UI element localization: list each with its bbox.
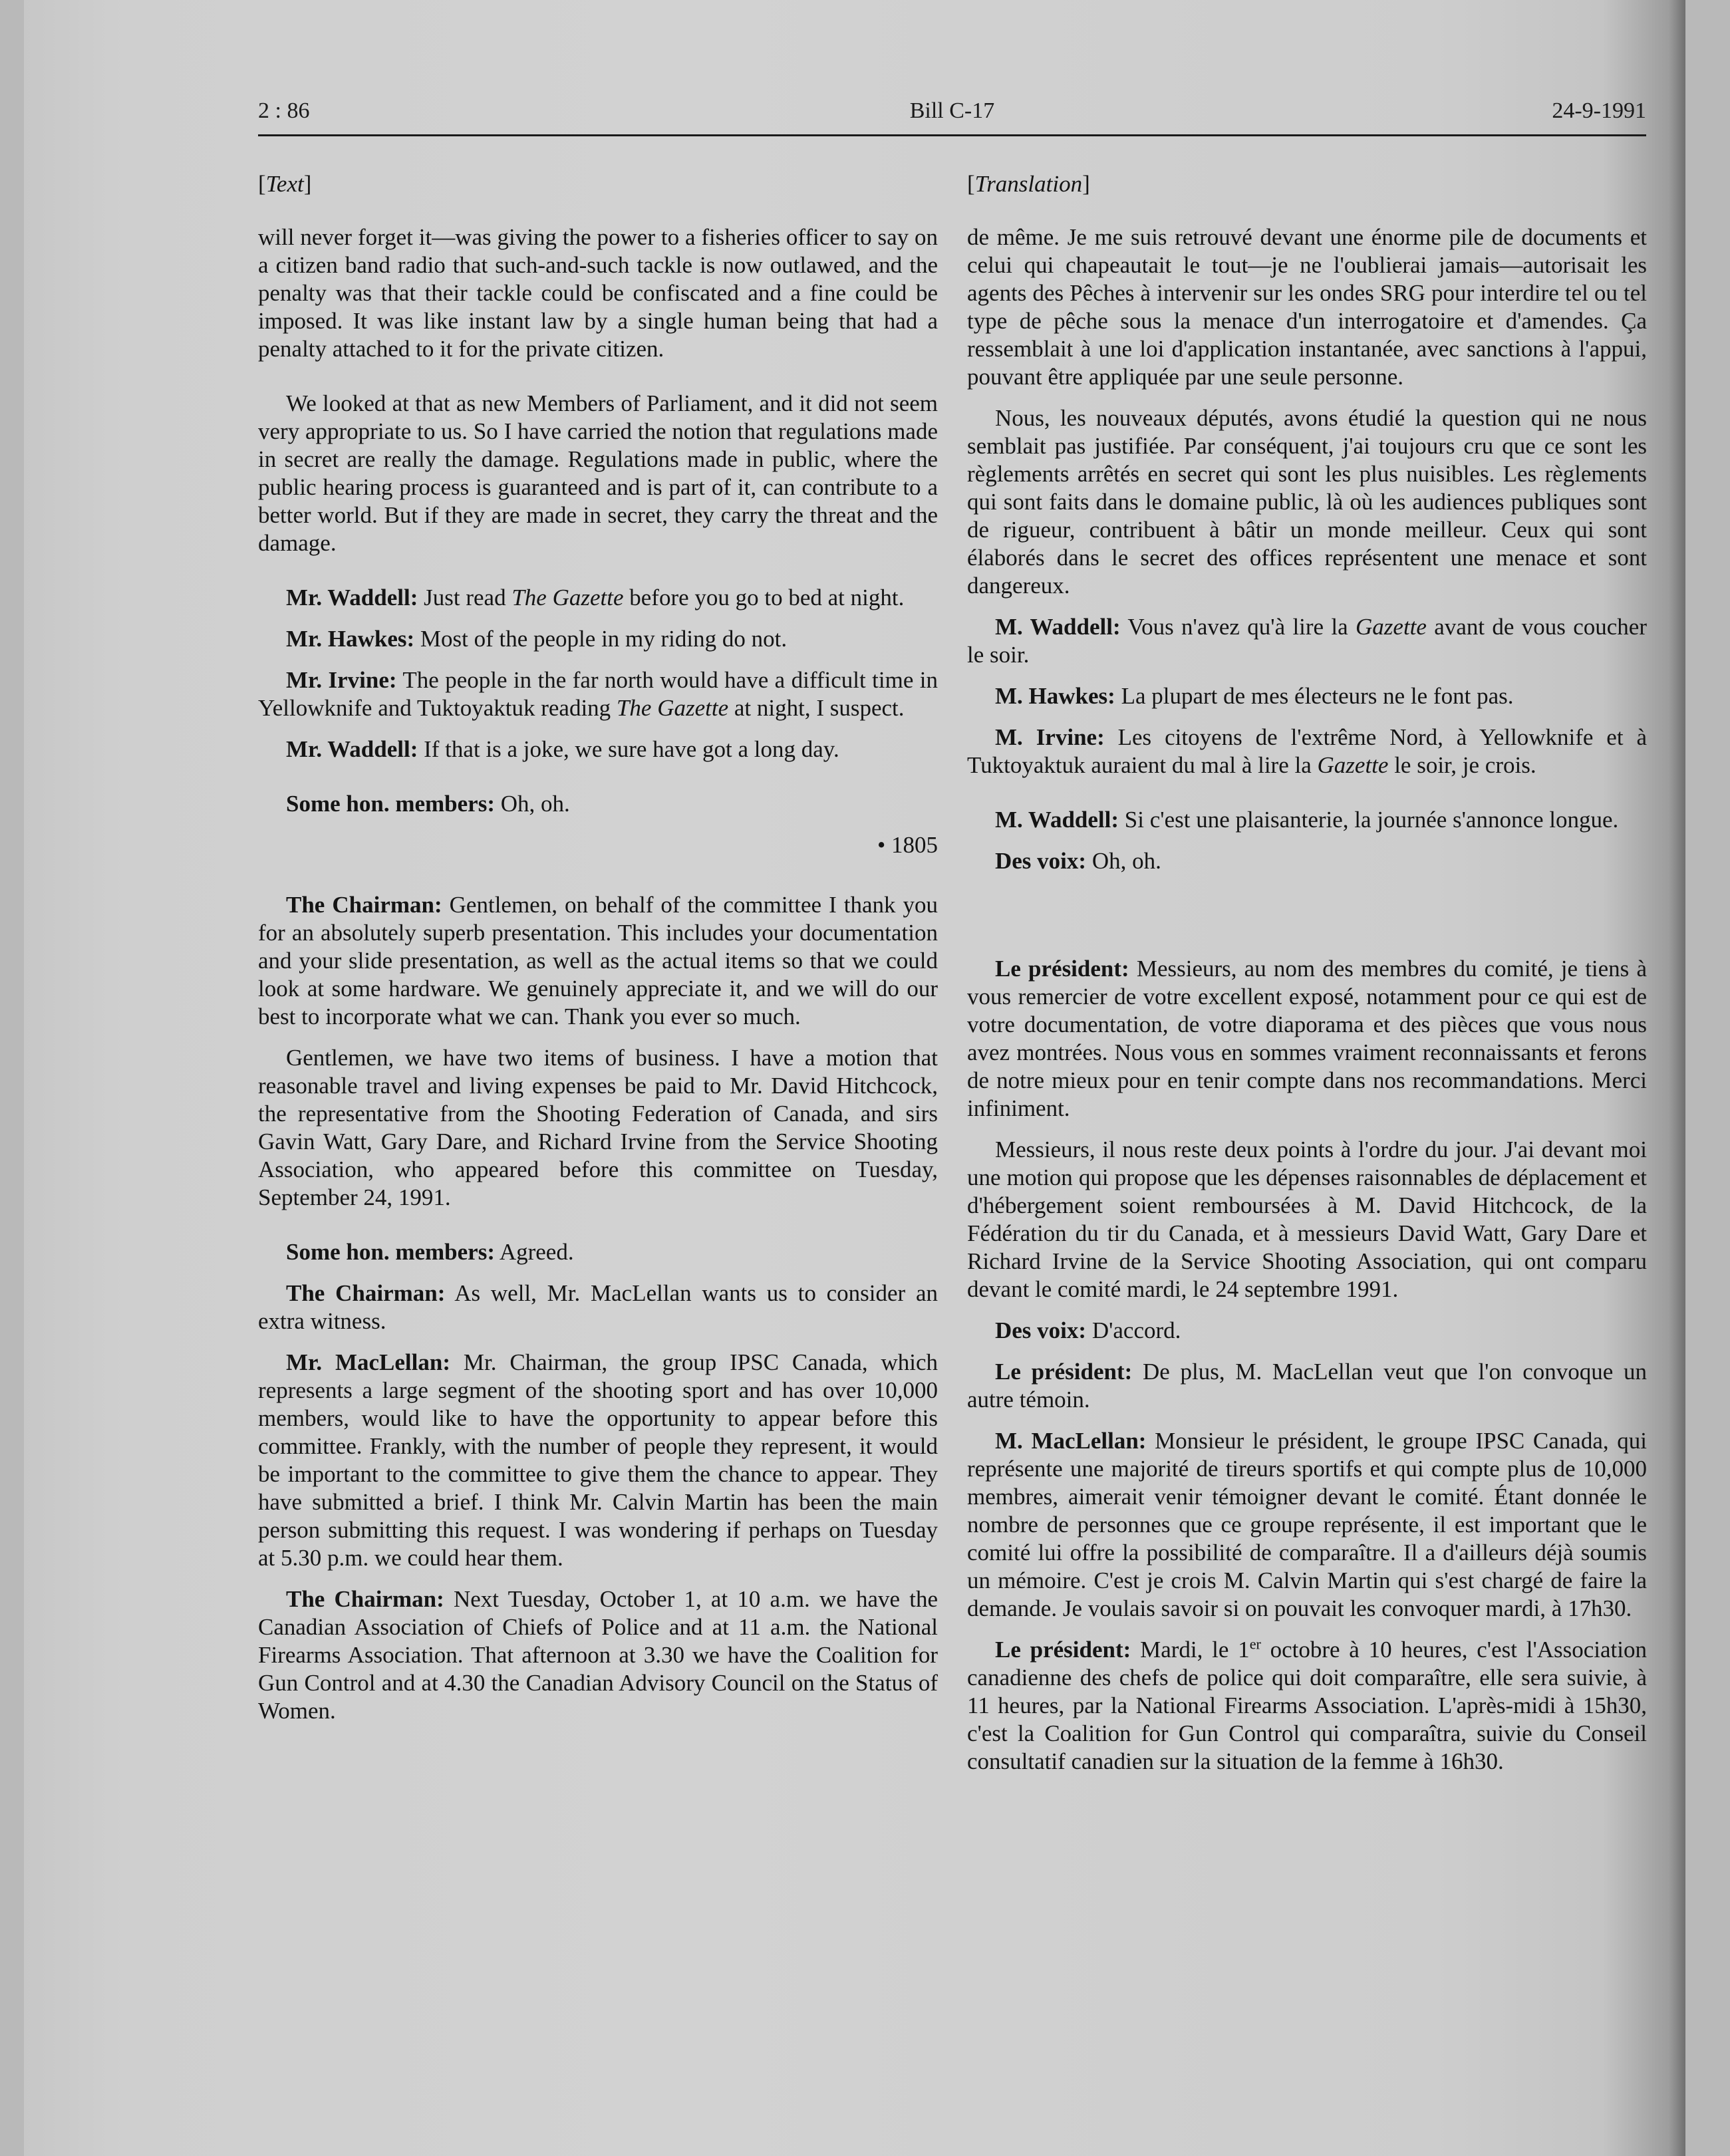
speaker-name: Mr. Waddell:: [286, 736, 418, 762]
speech-paragraph: Mr. MacLellan: Mr. Chairman, the group IPSC Canada, which represents a large segment of the shooting sport and has over 10,000 members, would like to have the opportunity to appear before this committee. Frankly, with the number of people they represent, it would be important to the committee to give them the chance to appear. They have submitted a brief. I think Mr. Calvin Martin has been the main person submitting this request. I was wondering if perhaps on Tuesday at 5.30 p.m. we could hear them.: [258, 1349, 938, 1571]
speech-paragraph: Mr. Waddell: Just read The Gazette before you go to bed at night.: [286, 585, 905, 610]
speech-paragraph: Mr. Hawkes: Most of the people in my riding do not.: [286, 626, 788, 652]
speaker-name: Mr. Waddell:: [286, 585, 418, 610]
paragraph: de même. Je me suis retrouvé devant une énorme pile de documents et celui qui chapeautait le tout—je ne l'oublierai jamais—autorisait les agents des Pêches à intervenir sur les ondes SRG pour interdire tel ou tel type de pêche sous la menace d'un interrogatoire et d'amendes. Ça ressemblait à une loi d'application instantanée, avec sanctions à l'appui, pouvant être appliquée par une seule personne.: [967, 224, 1647, 390]
speaker-name: The Chairman:: [286, 1586, 444, 1612]
speaker-name: Mr. Hawkes:: [286, 626, 415, 652]
speaker-name: M. Waddell:: [995, 807, 1119, 833]
time-marker: • 1805: [877, 832, 938, 858]
speaker-name: Some hon. members:: [286, 1239, 495, 1265]
speech-paragraph: M. Irvine: Les citoyens de l'extrême Nord, à Yellowknife et à Tuktoyaktuk auraient du mal à lire la Gazette le soir, je crois.: [967, 724, 1647, 778]
column-label: [Text]: [258, 171, 312, 197]
speaker-name: M. Hawkes:: [995, 683, 1115, 709]
speech-paragraph: Le président: De plus, M. MacLellan veut que l'on convoque un autre témoin.: [967, 1359, 1647, 1413]
paragraph: Messieurs, il nous reste deux points à l'ordre du jour. J'ai devant moi une motion qui propose que les dépenses raisonnables de déplacement et d'hébergement soient remboursées à M. David Hitchcock, de la Fédération du tir du Canada, et à messieurs David Watt, Gary Dare et Richard Irvine de la Service Shooting Association, qui ont comparu devant le comité mardi, le 24 septembre 1991.: [967, 1137, 1647, 1302]
speaker-name: M. Waddell:: [995, 614, 1121, 640]
french-column: [967, 170, 1647, 1789]
speech-paragraph: Le président: Mardi, le 1er octobre à 10 heures, c'est l'Association canadienne des chefs de police qui doit comparaître, elle sera suivie, à 11 heures, par la National Firearms Association. L'après-midi à 15h30, c'est la Coalition for Gun Control qui comparaîtra, suivie du Conseil consultatif canadien sur la situation de la femme à 16h30.: [967, 1635, 1648, 1774]
speech-paragraph: Le président: Messieurs, au nom des membres du comité, je tiens à vous remercier de votre excellent exposé, notamment pour ce qui est de votre documentation, de votre diaporama et des pièces que vous nous avez montrées. Nous vous en sommes vraiment reconnaissants et ferons de notre mieux pour en tenir compte dans nos recommandations. Merci infiniment.: [967, 956, 1647, 1121]
speaker-name: Mr. MacLellan:: [286, 1349, 450, 1375]
speech-paragraph: Some hon. members: Agreed.: [286, 1239, 574, 1265]
speaker-name: M. MacLellan:: [995, 1428, 1147, 1454]
speech-paragraph: Some hon. members: Oh, oh.: [286, 791, 570, 817]
speaker-name: The Chairman:: [286, 1280, 446, 1306]
speech-paragraph: Des voix: D'accord.: [995, 1317, 1181, 1343]
english-column: [258, 170, 938, 1738]
speaker-name: M. Irvine:: [995, 724, 1105, 750]
speech-paragraph: M. Hawkes: La plupart de mes électeurs ne le font pas.: [995, 683, 1514, 709]
speech-paragraph: M. Waddell: Si c'est une plaisanterie, la journée s'annonce longue.: [995, 807, 1619, 833]
paragraph: Gentlemen, we have two items of business. I have a motion that reasonable travel and living expenses be paid to Mr. David Hitchcock, the representative from the Shooting Federation of Canada, and sirs Gavin Watt, Gary Dare, and Richard Irvine from the Service Shooting Association, who appeared before this committee on Tuesday, September 24, 1991.: [258, 1045, 938, 1210]
speech-paragraph: Des voix: Oh, oh.: [995, 848, 1161, 874]
speaker-name: Le président:: [995, 956, 1129, 982]
column-label: [Translation]: [967, 171, 1090, 197]
speaker-name: The Chairman:: [286, 892, 442, 918]
speech-paragraph: M. MacLellan: Monsieur le président, le groupe IPSC Canada, qui représente une majorité de tireurs sportifs et qui compte plus de 10,000 membres, aimerait venir témoigner devant le comité. Étant donnée le nombre de personnes que ce groupe représente, il est important que le comité lui offre la possibilité de comparaître. Il a d'ailleurs déjà soumis un mémoire. C'est je crois M. Calvin Martin qui s'est chargé de faire la demande. Je voulais savoir si on pouvait les convoquer mardi, à 17h30.: [967, 1428, 1648, 1621]
speech-paragraph: Mr. Irvine: The people in the far north would have a difficult time in Yellowknife and Tuktoyaktuk reading The Gazette at night, I suspect.: [258, 667, 938, 721]
speaker-name: Le président:: [995, 1359, 1133, 1385]
speech-paragraph: The Chairman: Gentlemen, on behalf of the committee I thank you for an absolutely superb presentation. This includes your documentation and your slide presentation, as well as the actual items so that we could look at some hardware. We genuinely appreciate it, and we will do our best to incorporate what we can. Thank you ever so much.: [258, 892, 938, 1029]
paragraph: Nous, les nouveaux députés, avons étudié la question qui ne nous semblait pas justifiée. Par conséquent, j'ai toujours cru que ce sont les règlements arrêtés en secret qui sont les plus nuisibles. Les règlements qui sont faits dans le domaine public, là où les audiences publiques sont de rigueur, contribuent à bâtir un monde meilleur. Ceux qui sont élaborés dans le secret des offices représentent une menace et sont dangereux.: [967, 405, 1647, 599]
bill-title: Bill C-17: [909, 98, 995, 123]
speech-paragraph: M. Waddell: Vous n'avez qu'à lire la Gazette avant de vous coucher le soir.: [967, 614, 1647, 668]
paragraph: will never forget it—was giving the power to a fisheries officer to say on a citizen band radio that such-and-such tackle is now outlawed, and the penalty was that their tackle could be confiscated and a fine could be imposed. It was like instant law by a single human being that had a penalty attached to it for the private citizen.: [258, 224, 938, 362]
speaker-name: Some hon. members:: [286, 791, 495, 817]
paragraph: We looked at that as new Members of Parliament, and it did not seem very appropriate to us. So I have carried the notion that regulations made in secret are really the damage. Regulations made in public, where the public hearing process is guaranteed and is part of it, can contribute to a better world. But if they are made in secret, they carry the threat and the damage.: [258, 390, 938, 556]
header-date: 24-9-1991: [1552, 98, 1646, 123]
page-header: [258, 94, 1646, 136]
speaker-name: Des voix:: [995, 848, 1087, 874]
speech-paragraph: Mr. Waddell: If that is a joke, we sure have got a long day.: [286, 736, 839, 762]
speaker-name: Le président:: [995, 1637, 1131, 1663]
speech-paragraph: The Chairman: Next Tuesday, October 1, at 10 a.m. we have the Canadian Association of Chiefs of Police and at 11 a.m. the National Firearms Association. That afternoon at 3.30 we have the Coalition for Gun Control and at 4.30 the Canadian Advisory Council on the Status of Women.: [258, 1586, 938, 1724]
page-number: 2 : 86: [258, 98, 310, 123]
speech-paragraph: The Chairman: As well, Mr. MacLellan wants us to consider an extra witness.: [258, 1280, 938, 1334]
speaker-name: Mr. Irvine:: [286, 667, 397, 693]
document-page: [24, 0, 1685, 2156]
speaker-name: Des voix:: [995, 1317, 1087, 1343]
